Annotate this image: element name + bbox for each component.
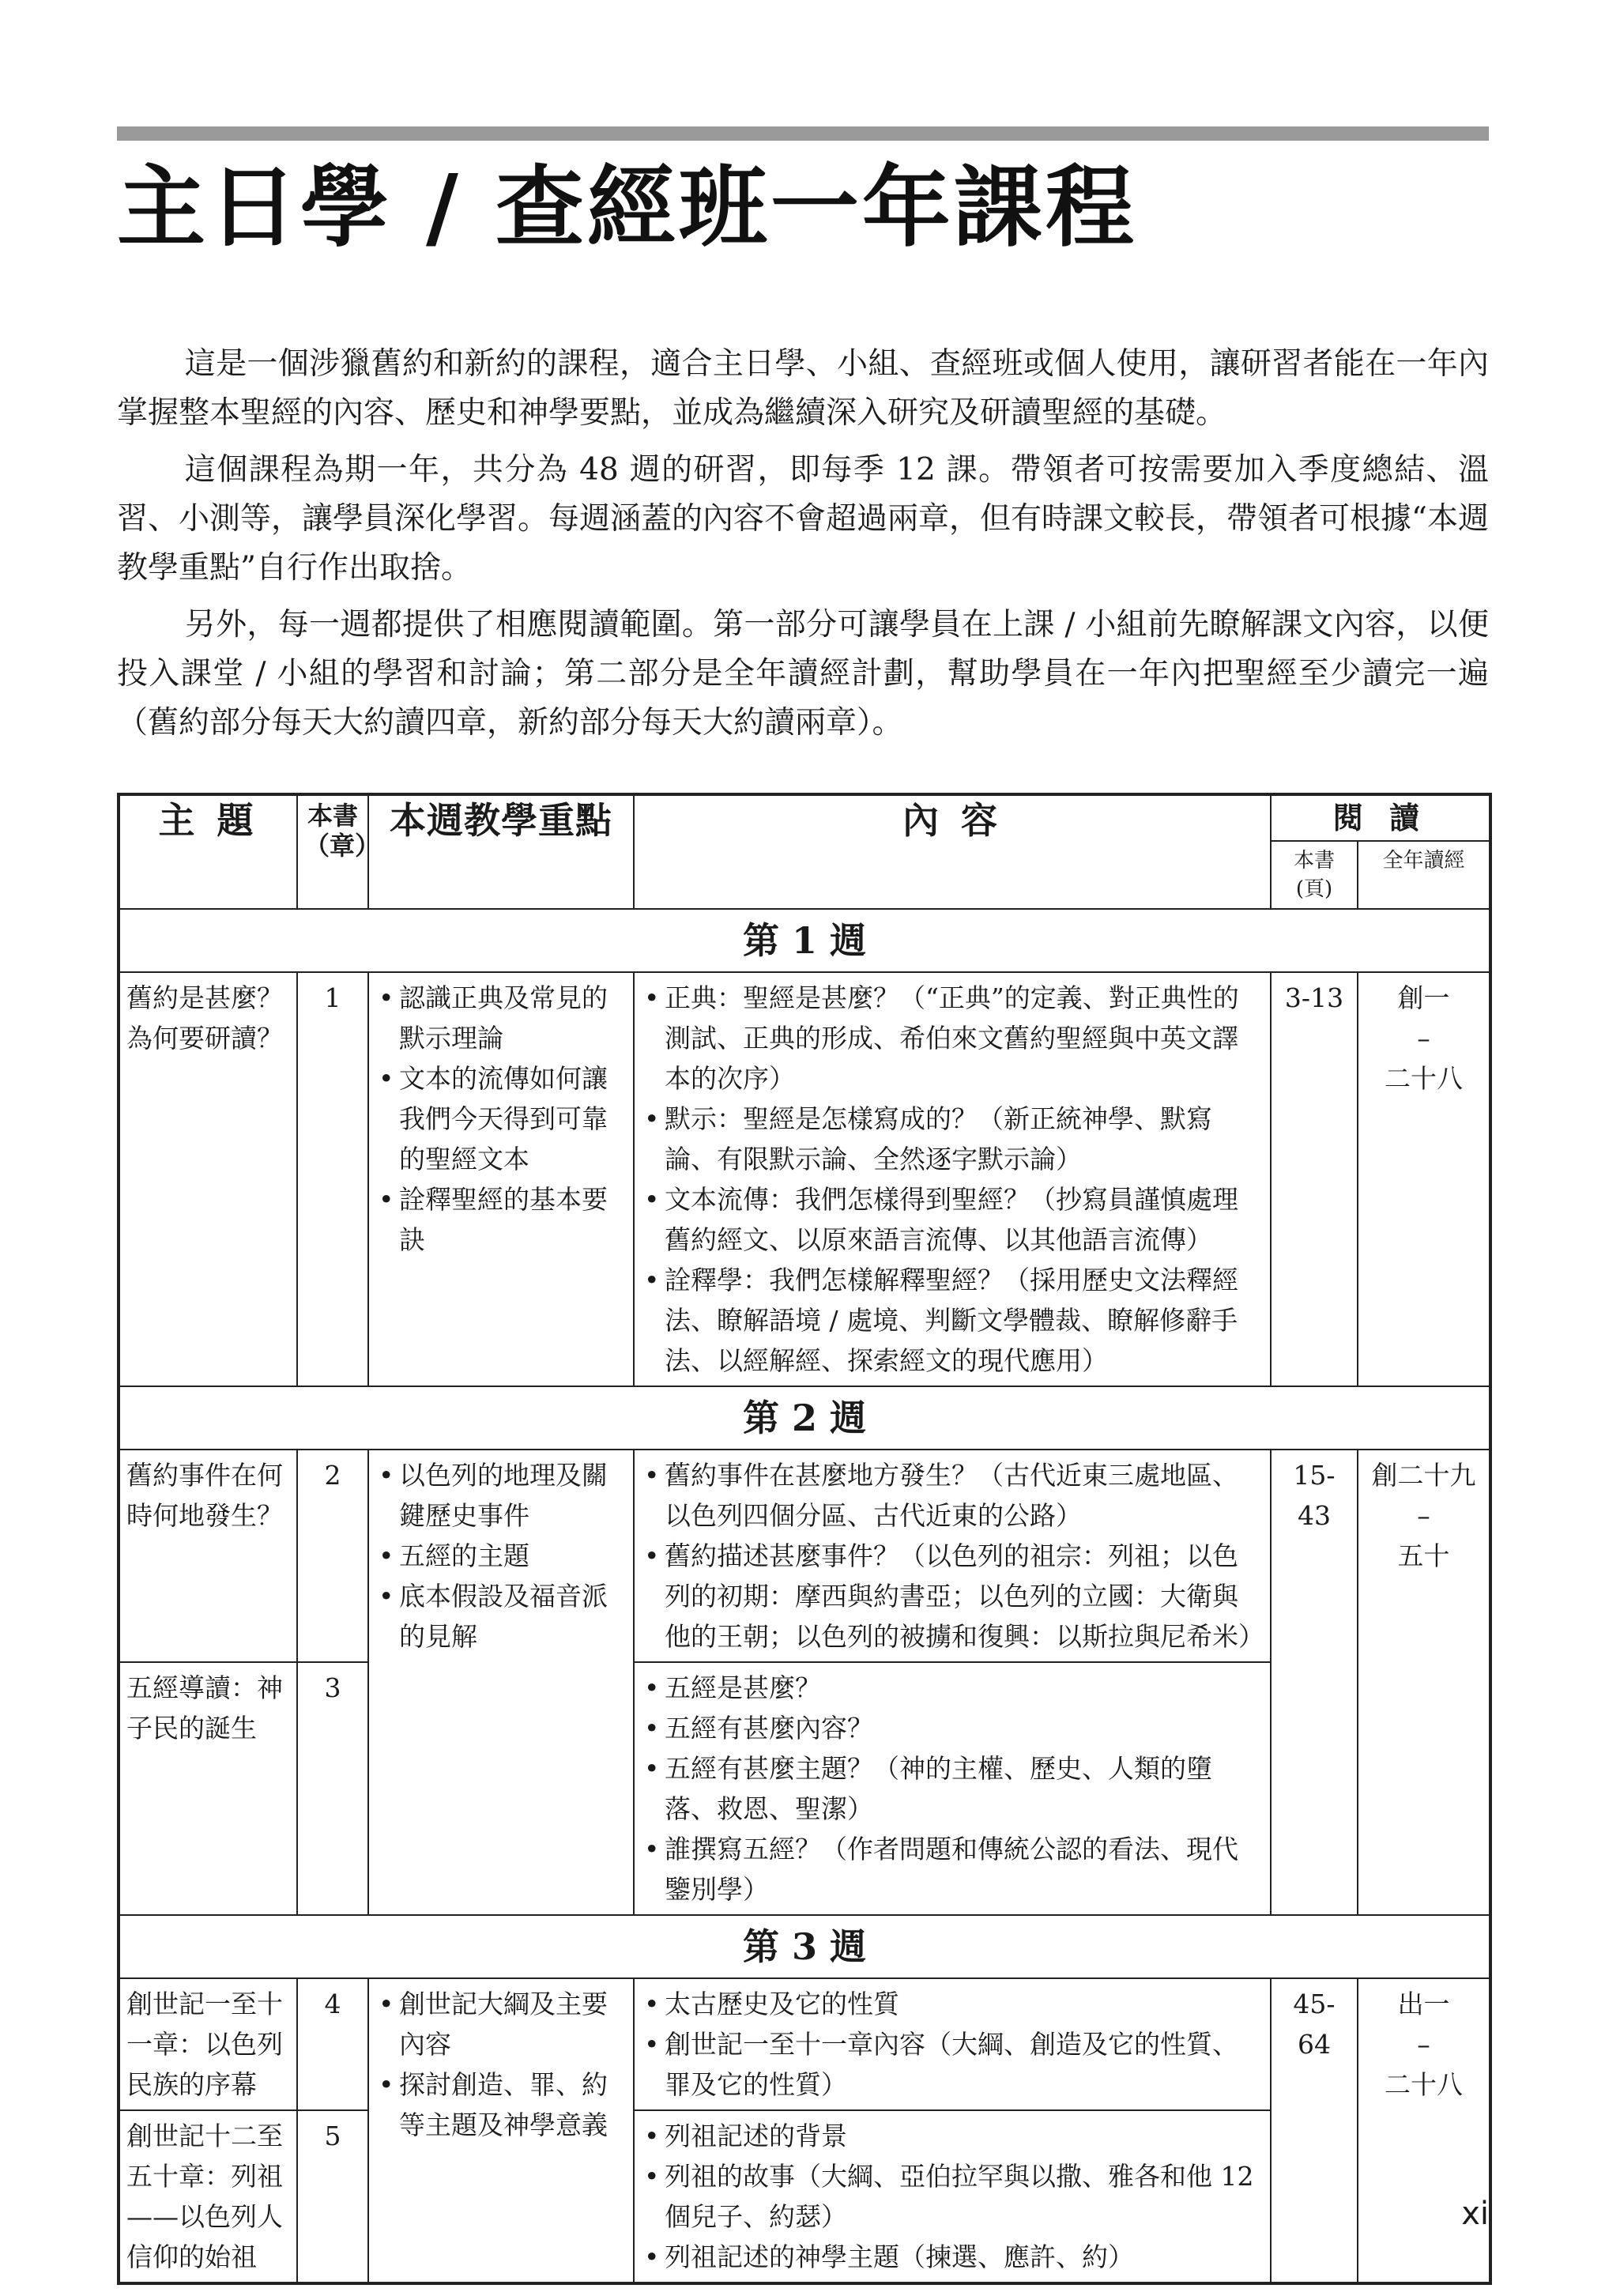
lesson-row xyxy=(119,1978,1490,2110)
header-content: 內 容 xyxy=(634,794,1271,909)
week-focus xyxy=(368,1450,634,1915)
lesson-topic: 五經導讀：神子民的誕生 xyxy=(119,1662,297,1915)
week-row xyxy=(119,1386,1490,1450)
header-chapter: 本書（章） xyxy=(297,794,368,909)
week-label: 第 3 週 xyxy=(119,1915,1490,1978)
intro-paragraph: 這是一個涉獵舊約和新約的課程，適合主日學、小組、查經班或個人使用，讓研習者能在一年內掌握整本聖經的內容、歷史和神學要點，並成為繼續深入研究及研讀聖經的基礎。 xyxy=(117,346,1489,431)
intro-paragraph: 這個課程為期一年，共分為 48 週的研習，即每季 12 課。帶領者可按需要加入季度總結、溫習、小測等，讓學員深化學習。每週涵蓋的內容不會超過兩章，但有時課文較長，帶領者可根據“本週教學重點”自行作出取捨。 xyxy=(117,452,1489,586)
focus-item: • 探討創造、罪、約等主題及神學意義 xyxy=(375,2064,627,2145)
content-list xyxy=(641,1455,1264,1657)
content-list xyxy=(641,2116,1264,2277)
week-row xyxy=(119,1915,1490,1978)
content-item: • 文本流傳：我們怎樣得到聖經？（抄寫員謹慎處理舊約經文、以原來語言流傳、以其他語言流傳） xyxy=(641,1179,1264,1260)
week-row xyxy=(119,909,1490,972)
content-item: • 誰撰寫五經？（作者問題和傳統公認的看法、現代鑒別學） xyxy=(641,1829,1264,1910)
annual-reading: 創一 – 二十八 xyxy=(1358,972,1490,1386)
focus-item: • 創世記大綱及主要內容 xyxy=(375,1984,627,2064)
content-item: • 列祖記述的神學主題（揀選、應許、約） xyxy=(641,2237,1264,2277)
content-item: • 舊約描述甚麼事件？（以色列的祖宗：列祖；以色列的初期：摩西與約書亞；以色列的立國：大衛與他的王朝；以色列的被擄和復興：以斯拉與尼希米） xyxy=(641,1536,1264,1657)
lesson-content xyxy=(634,1450,1271,1662)
header-annual-reading: 全年讀經 xyxy=(1358,841,1490,909)
content-item: • 太古歷史及它的性質 xyxy=(641,1984,1264,2024)
content-item: • 五經是甚麼？ xyxy=(641,1668,1264,1708)
lesson-row xyxy=(119,1450,1490,1662)
header-reading: 閱 讀 xyxy=(1271,794,1490,841)
content-item: • 舊約事件在甚麼地方發生？（古代近東三處地區、以色列四個分區、古代近東的公路） xyxy=(641,1455,1264,1536)
focus-list xyxy=(375,1455,627,1657)
lesson-chapter: 4 xyxy=(297,1978,368,2110)
content-item: • 正典：聖經是甚麼？（“正典”的定義、對正典性的測試、正典的形成、希伯來文舊約聖經與中英文譯本的次序） xyxy=(641,978,1264,1099)
focus-list xyxy=(375,1984,627,2145)
page-title: 主日學 / 查經班一年課程 xyxy=(117,156,1137,259)
focus-item: • 底本假設及福音派的見解 xyxy=(375,1576,627,1657)
lesson-chapter: 1 xyxy=(297,972,368,1386)
content-item: • 默示：聖經是怎樣寫成的？（新正統神學、默寫論、有限默示論、全然逐字默示論） xyxy=(641,1099,1264,1179)
lesson-content xyxy=(634,972,1271,1386)
header-book-pages: 本書(頁) xyxy=(1271,841,1358,909)
intro-section xyxy=(117,340,1489,756)
header-focus: 本週教學重點 xyxy=(368,794,634,909)
lesson-chapter: 3 xyxy=(297,1662,368,1915)
content-list xyxy=(641,1984,1264,2105)
course-body xyxy=(119,909,1490,2283)
focus-item: • 五經的主題 xyxy=(375,1536,627,1576)
lesson-topic: 創世記十二至五十章：列祖——以色列人信仰的始祖 xyxy=(119,2110,297,2283)
top-rule xyxy=(117,126,1489,141)
reading-pages: 45-64 xyxy=(1271,1978,1358,2283)
page-number: xi xyxy=(1461,2196,1489,2232)
content-item: • 五經有甚麼內容？ xyxy=(641,1708,1264,1748)
week-focus xyxy=(368,972,634,1386)
week-focus xyxy=(368,1978,634,2283)
lesson-content xyxy=(634,1978,1271,2110)
course-table xyxy=(117,793,1492,2285)
lesson-content xyxy=(634,2110,1271,2283)
focus-list xyxy=(375,978,627,1260)
intro-paragraph: 另外，每一週都提供了相應閱讀範圍。第一部分可讓學員在上課 / 小組前先瞭解課文內容，以便投入課堂 / 小組的學習和討論；第二部分是全年讀經計劃，幫助學員在一年內把聖經至少讀完一遍（舊約部分每天大約讀四章，新約部分每天大約讀兩章）。 xyxy=(117,607,1489,741)
lesson-topic: 創世記一至十一章：以色列民族的序幕 xyxy=(119,1978,297,2110)
focus-item: • 以色列的地理及關鍵歷史事件 xyxy=(375,1455,627,1536)
content-item: • 列祖記述的背景 xyxy=(641,2116,1264,2156)
content-list xyxy=(641,1668,1264,1910)
lesson-topic: 舊約事件在何時何地發生？ xyxy=(119,1450,297,1662)
reading-pages: 3-13 xyxy=(1271,972,1358,1386)
header-topic: 主 題 xyxy=(119,794,297,909)
focus-item: • 文本的流傳如何讓我們今天得到可靠的聖經文本 xyxy=(375,1058,627,1179)
content-item: • 五經有甚麼主題？（神的主權、歷史、人類的墮落、救恩、聖潔） xyxy=(641,1748,1264,1829)
week-label: 第 1 週 xyxy=(119,909,1490,972)
content-item: • 列祖的故事（大綱、亞伯拉罕與以撒、雅各和他 12 個兒子、約瑟） xyxy=(641,2156,1264,2237)
lesson-chapter: 5 xyxy=(297,2110,368,2283)
focus-item: • 詮釋聖經的基本要訣 xyxy=(375,1179,627,1260)
lesson-topic: 舊約是甚麼？為何要研讀？ xyxy=(119,972,297,1386)
lesson-content xyxy=(634,1662,1271,1915)
content-item: • 詮釋學：我們怎樣解釋聖經？（採用歷史文法釋經法、瞭解語境 / 處境、判斷文學體裁、瞭解修辭手法、以經解經、探索經文的現代應用） xyxy=(641,1260,1264,1381)
focus-item: • 認識正典及常見的默示理論 xyxy=(375,978,627,1058)
lesson-chapter: 2 xyxy=(297,1450,368,1662)
week-label: 第 2 週 xyxy=(119,1386,1490,1450)
reading-pages: 15-43 xyxy=(1271,1450,1358,1915)
content-list xyxy=(641,978,1264,1381)
annual-reading: 出一 – 二十八 xyxy=(1358,1978,1490,2283)
lesson-row xyxy=(119,972,1490,1386)
content-item: • 創世記一至十一章內容（大綱、創造及它的性質、罪及它的性質） xyxy=(641,2024,1264,2105)
annual-reading: 創二十九 – 五十 xyxy=(1358,1450,1490,1915)
